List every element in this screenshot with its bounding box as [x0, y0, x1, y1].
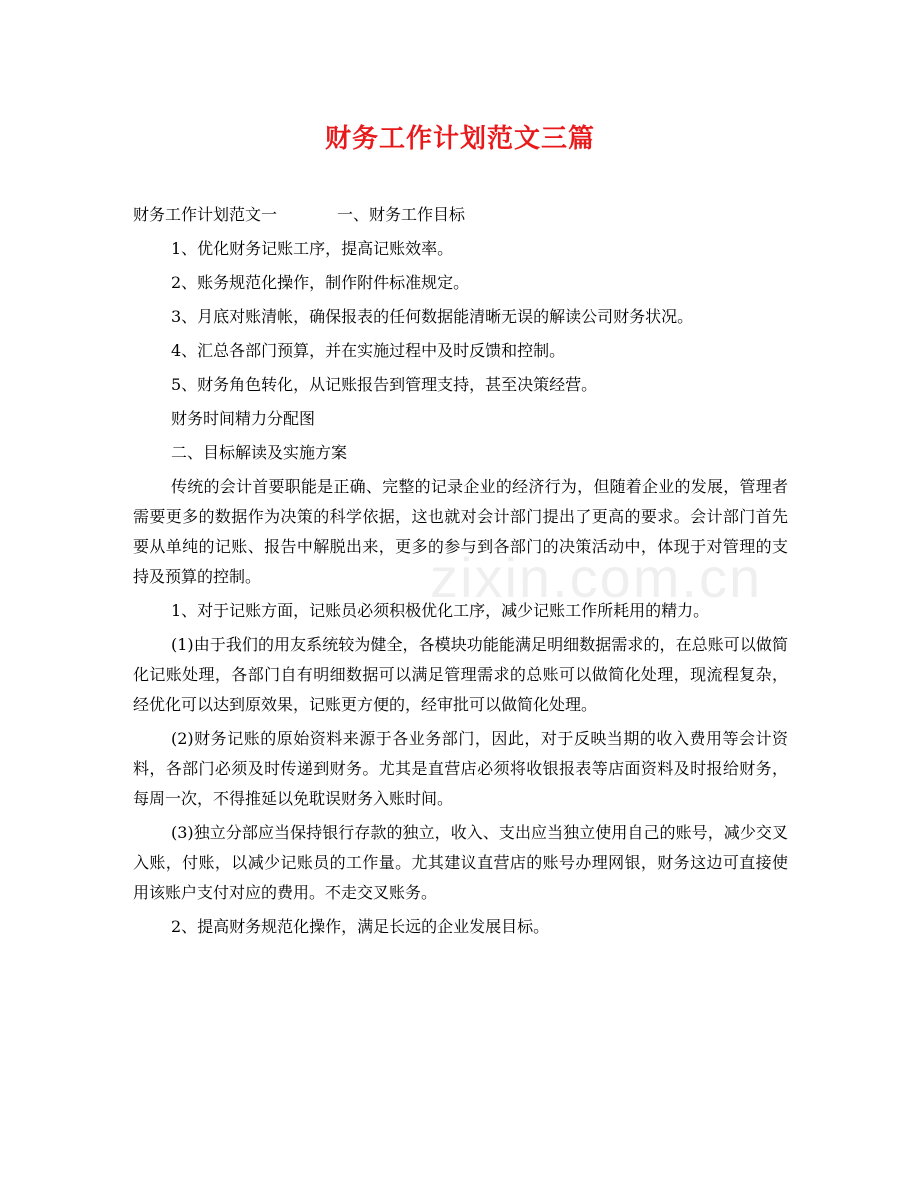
goal-item-4: 4、汇总各部门预算，并在实施过程中及时反馈和控制。 [171, 341, 566, 360]
goal-item-2: 2、账务规范化操作，制作附件标准规定。 [171, 273, 470, 292]
item-1-paragraph: 1、对于记账方面，记账员必须积极优化工序，减少记账工作所耗用的精力。 [171, 601, 710, 620]
doc-subtitle: 财务工作计划范文一 [133, 205, 278, 224]
watermark: zixin.com.cn [430, 546, 763, 609]
chart-caption: 财务时间精力分配图 [171, 409, 316, 428]
item-2-paragraph: 2、提高财务规范化操作，满足长远的企业发展目标。 [171, 917, 550, 936]
section-heading-2: 二、目标解读及实施方案 [171, 443, 348, 462]
document-title: 财务工作计划范文三篇 [324, 124, 595, 154]
intro-paragraph: 传统的会计首要职能是正确、完整的记录企业的经济行为，但随着企业的发展，管理者需要更多的数据作为决策的科学依据，这也就对会计部门提出了更高的要求。会计部门首先要从单纯的记账、报告中解脱出来，更多的参与到各部门的决策活动中，体现于对管理的支持及预算的控制。 [133, 477, 788, 586]
goal-item-5: 5、财务角色转化，从记账报告到管理支持，甚至决策经营。 [171, 375, 598, 394]
goal-item-1: 1、优化财务记账工序，提高记账效率。 [171, 239, 454, 258]
section-heading-1: 一、财务工作目标 [337, 205, 466, 224]
heading-line [133, 200, 788, 230]
sub-item-1-paragraph: (1)由于我们的用友系统较为健全，各模块功能能满足明细数据需求的，在总账可以做简化记账处理，各部门自有明细数据可以满足管理需求的总账可以做简化处理，现流程复杂，经优化可以达到原效果，记账更方便的，经审批可以做简化处理。 [133, 635, 788, 714]
sub-item-2-paragraph: (2)财务记账的原始资料来源于各业务部门，因此，对于反映当期的收入费用等会计资料，各部门必须及时传递到财务。尤其是直营店必须将收银报表等店面资料及时报给财务，每周一次，不得推延以免耽误财务入账时间。 [133, 729, 788, 808]
goal-item-3: 3、月底对账清帐，确保报表的任何数据能清晰无误的解读公司财务状况。 [171, 307, 694, 326]
document-body [133, 200, 788, 946]
sub-item-3-paragraph: (3)独立分部应当保持银行存款的独立，收入、支出应当独立使用自己的账号，减少交叉入账，付账，以减少记账员的工作量。尤其建议直营店的账号办理网银，财务这边可直接使用该账户支付对应的费用。不走交叉账务。 [133, 823, 788, 902]
